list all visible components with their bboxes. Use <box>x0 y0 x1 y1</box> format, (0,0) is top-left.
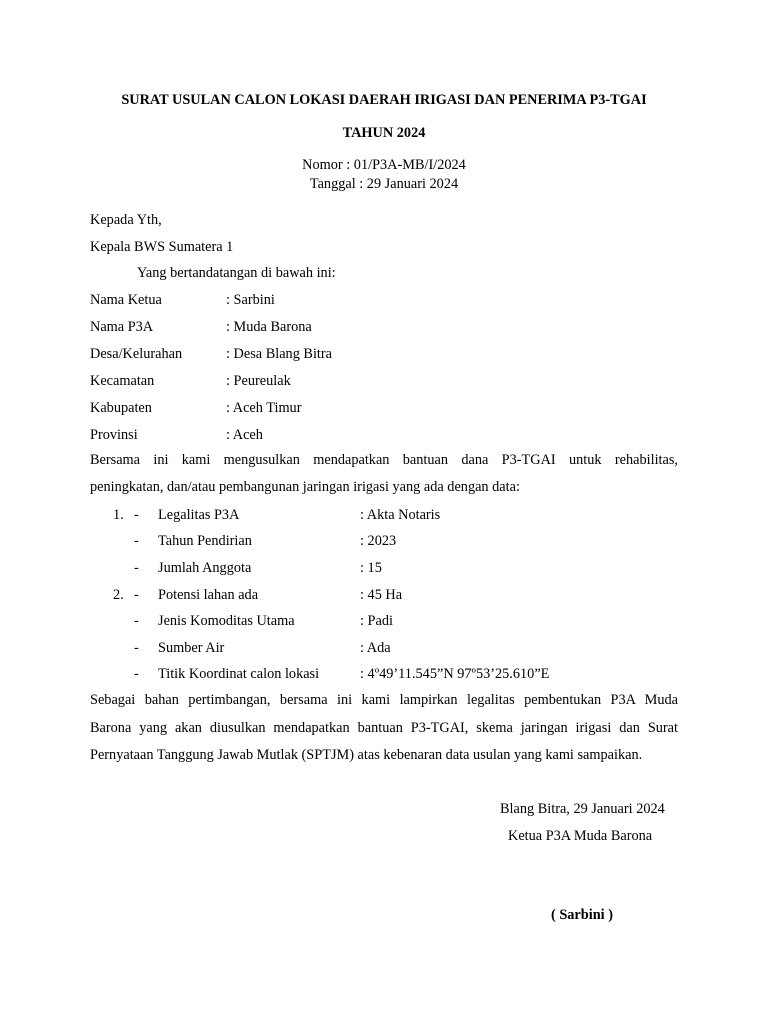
identity-value: : Aceh <box>226 427 263 443</box>
list-dash: - <box>134 666 139 682</box>
letter-date: Tanggal : 29 Januari 2024 <box>309 176 459 192</box>
identity-label: Kecamatan <box>90 373 155 389</box>
list-dash: - <box>134 587 139 603</box>
list-value: : 45 Ha <box>360 587 403 603</box>
list-dash: - <box>134 613 139 629</box>
identity-value: : Aceh Timur <box>226 400 302 416</box>
list-label: Tahun Pendirian <box>158 533 252 549</box>
signature-place-date: Blang Bitra, 29 Januari 2024 <box>500 801 665 817</box>
list-label: Potensi lahan ada <box>158 587 259 603</box>
closing-line: Barona yang akan diusulkan mendapatkan bantuan P3-TGAI, skema jaringan irigasi dan Surat <box>90 720 678 736</box>
list-value: : Padi <box>360 613 393 629</box>
identity-label: Nama Ketua <box>90 292 162 308</box>
letter-title: SURAT USULAN CALON LOKASI DAERAH IRIGASI DAN PENERIMA P3-TGAI <box>121 92 647 108</box>
identity-label: Provinsi <box>90 427 138 443</box>
proposal-line: peningkatan, dan/atau pembangunan jaringan irigasi yang ada dengan data: <box>90 479 520 495</box>
identity-label: Kabupaten <box>90 400 152 416</box>
letter-number: Nomor : 01/P3A-MB/I/2024 <box>302 157 466 173</box>
identity-label: Desa/Kelurahan <box>90 346 183 362</box>
list-label: Titik Koordinat calon lokasi <box>158 666 320 682</box>
identity-value: : Desa Blang Bitra <box>226 346 333 362</box>
list-label: Sumber Air <box>158 640 225 656</box>
list-value: : 15 <box>360 560 382 576</box>
list-dash: - <box>134 560 139 576</box>
list-dash: - <box>134 507 139 523</box>
list-value: : 2023 <box>360 533 397 549</box>
identity-value: : Muda Barona <box>226 319 312 335</box>
closing-line: Pernyataan Tanggung Jawab Mutlak (SPTJM) atas kebenaran data usulan yang kami sampaikan. <box>90 747 643 763</box>
letter-year: TAHUN 2024 <box>342 125 426 141</box>
proposal-line: Bersama ini kami mengusulkan mendapatkan bantuan dana P3-TGAI untuk rehabilitas, <box>90 452 678 468</box>
list-label: Jumlah Anggota <box>158 560 252 576</box>
identity-value: : Peureulak <box>226 373 291 389</box>
list-value: : Akta Notaris <box>360 507 441 523</box>
list-value: : 4º49’11.545”N 97º53’25.610”E <box>360 666 550 682</box>
intro-text: Yang bertandatangan di bawah ini: <box>137 265 336 281</box>
list-number: 2. <box>113 587 124 603</box>
list-label: Jenis Komoditas Utama <box>158 613 295 629</box>
list-dash: - <box>134 533 139 549</box>
list-number: 1. <box>113 507 124 523</box>
signature-position: Ketua P3A Muda Barona <box>508 828 653 844</box>
identity-value: : Sarbini <box>226 292 275 308</box>
addressee: Kepala BWS Sumatera 1 <box>90 239 234 255</box>
list-label: Legalitas P3A <box>158 507 240 523</box>
list-value: : Ada <box>360 640 391 656</box>
list-dash: - <box>134 640 139 656</box>
identity-label: Nama P3A <box>90 319 154 335</box>
salutation: Kepada Yth, <box>90 212 162 228</box>
signature-name: ( Sarbini ) <box>551 907 613 923</box>
closing-line: Sebagai bahan pertimbangan, bersama ini kami lampirkan legalitas pembentukan P3A Muda <box>90 692 678 708</box>
